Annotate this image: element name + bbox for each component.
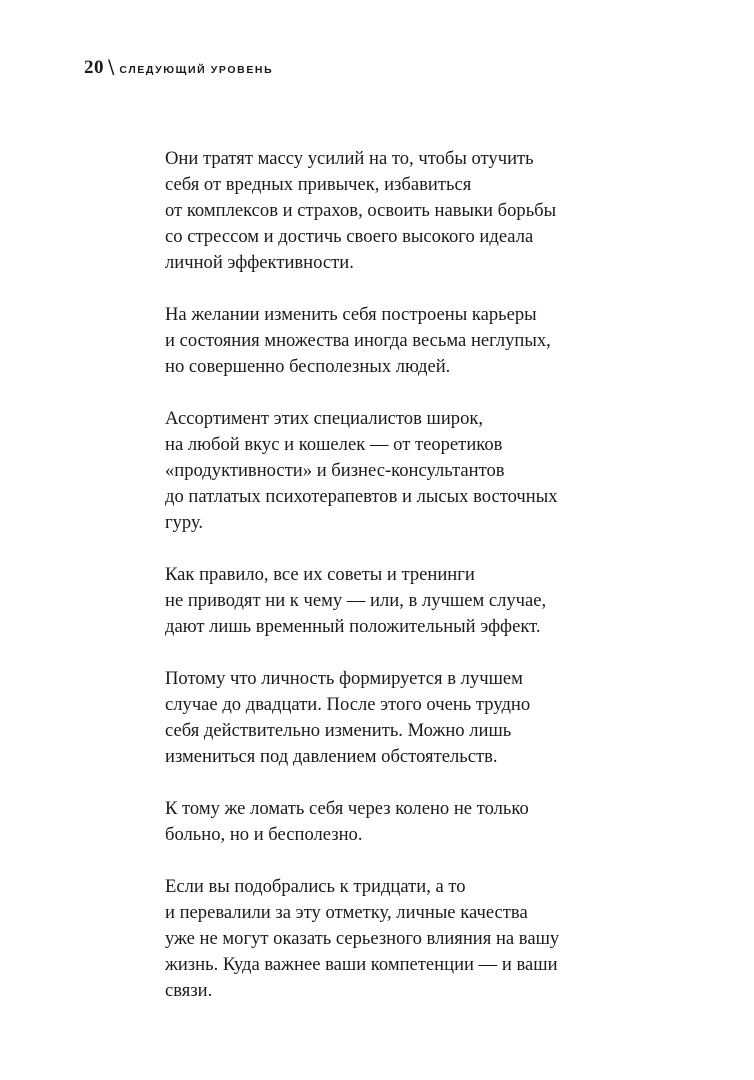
text-line: «продуктивности» и бизнес-консультантов — [165, 460, 505, 481]
paragraph-5 — [165, 666, 605, 770]
text-line: себя действительно изменить. Можно лишь — [165, 720, 512, 741]
text-line: Ассортимент этих специалистов широк, — [165, 408, 484, 429]
body-text — [165, 146, 605, 1030]
text-line: связи. — [165, 980, 213, 1001]
text-line: и состояния множества иногда весьма неглупых, — [165, 330, 551, 351]
text-line: случае до двадцати. После этого очень трудно — [165, 694, 531, 715]
text-line: Они тратят массу усилий на то, чтобы отучить — [165, 148, 534, 169]
text-line: но совершенно бесполезных людей. — [165, 356, 451, 377]
paragraph-4 — [165, 562, 605, 640]
section-title: СЛЕДУЮЩИЙ УРОВЕНЬ — [119, 64, 274, 76]
text-line: жизнь. Куда важнее ваши компетенции — и ваши — [165, 954, 558, 975]
text-line: измениться под давлением обстоятельств. — [165, 746, 498, 767]
paragraph-6 — [165, 796, 605, 848]
text-line: до патлатых психотерапевтов и лысых восточных — [165, 486, 558, 507]
page-number: 20 — [84, 57, 104, 78]
text-line: личной эффективности. — [165, 252, 354, 273]
text-line: Если вы подобрались к тридцати, а то — [165, 876, 466, 897]
text-line: Как правило, все их советы и тренинги — [165, 564, 475, 585]
text-line: дают лишь временный положительный эффект. — [165, 616, 541, 637]
text-line: со стрессом и достичь своего высокого идеала — [165, 226, 534, 247]
text-line: не приводят ни к чему — или, в лучшем случае, — [165, 590, 547, 611]
text-line: больно, но и бесполезно. — [165, 824, 363, 845]
text-line: К тому же ломать себя через колено не только — [165, 798, 529, 819]
header-separator: \ — [108, 56, 115, 78]
text-line: от комплексов и страхов, освоить навыки борьбы — [165, 200, 557, 221]
paragraph-3 — [165, 406, 605, 536]
text-line: и перевалили за эту отметку, личные качества — [165, 902, 528, 923]
text-line: уже не могут оказать серьезного влияния на вашу — [165, 928, 560, 949]
text-line: гуру. — [165, 512, 204, 533]
text-line: На желании изменить себя построены карьеры — [165, 304, 537, 325]
text-line: Потому что личность формируется в лучшем — [165, 668, 523, 689]
text-line: на любой вкус и кошелек — от теоретиков — [165, 434, 503, 455]
text-line: себя от вредных привычек, избавиться — [165, 174, 472, 195]
paragraph-2 — [165, 302, 605, 380]
paragraph-7 — [165, 874, 605, 1004]
running-head — [84, 56, 273, 79]
paragraph-1 — [165, 146, 605, 276]
